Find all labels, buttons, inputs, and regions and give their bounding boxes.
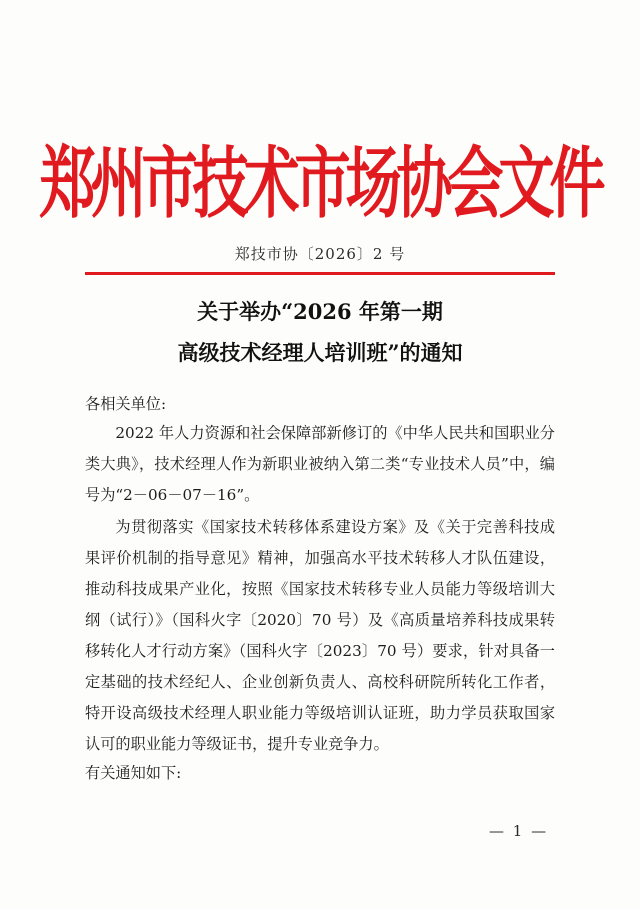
closing-line: 有关通知如下: — [85, 764, 182, 782]
notice-title-line-1: 关于举办“2026 年第一期 — [197, 299, 443, 324]
salutation: 各相关单位: — [85, 395, 167, 413]
body-paragraph-1: 2022 年人力资源和社会保障部新修订的《中华人民共和国职业分类大典》，技术经理人作为新职业被纳入第二类“专业技术人员”中，编号为“2－06－07－16”。 — [85, 424, 555, 504]
document-number: 郑技市协〔2026〕2 号 — [234, 245, 406, 263]
notice-title-line-2: 高级技术经理人培训班”的通知 — [177, 340, 463, 365]
body-paragraph-2: 为贯彻落实《国家技术转移体系建设方案》及《关于完善科技成果评价机制的指导意见》精神，加强高水平技术转移人才队伍建设，推动科技成果产业化，按照《国家技术转移专业人员能力等级培训大纲（试行）》（国科火字〔2020〕70 号）及《高质量培养科技成果转移转化人才行动方案》（国科火字〔2023〕70 号）要求，针对具备一定基础的技术经纪人、企业创新负责人、高校科研院所转化工作者，特开设高级技术经理人职业能力等级培训认证班，助力学员获取国家认可的职业能力等级证书，提升专业竞争力。 — [85, 518, 555, 753]
red-header-org-name: 郑州市技术市场协会文件 — [39, 138, 601, 230]
page-number: — 1 — — [489, 822, 549, 840]
red-divider-line — [85, 272, 555, 275]
